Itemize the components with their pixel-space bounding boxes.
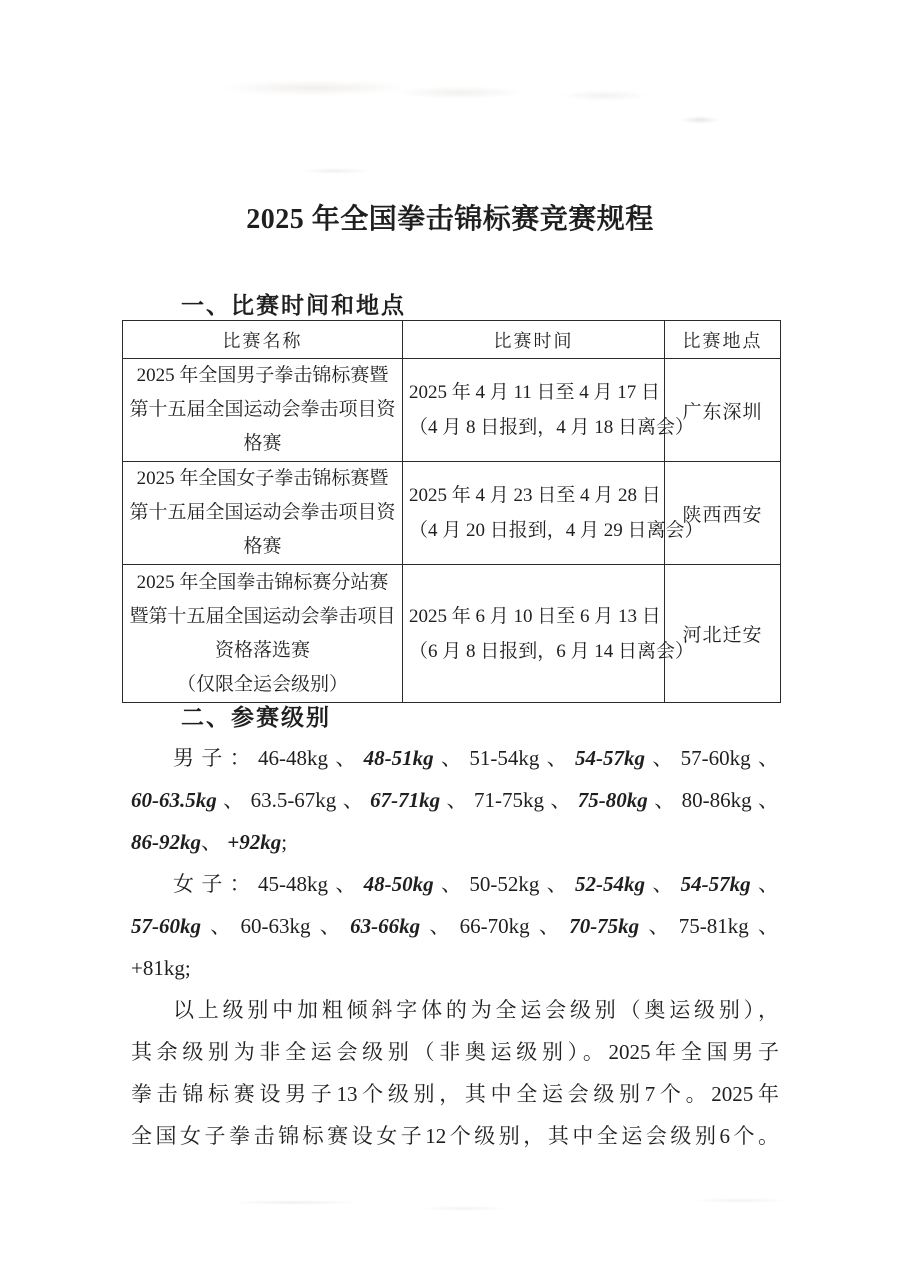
scan-artifact [220,80,410,96]
competition-name: 2025 年全国拳击锦标赛分站赛暨第十五届全国运动会拳击项目资格落选赛 （仅限全运会级别） [123,565,403,703]
table-header-row [123,321,781,359]
table-row [123,359,781,462]
text-segment: 、 [645,872,681,896]
scan-artifact [690,1198,790,1203]
category-line [131,821,779,863]
competition-time [403,565,695,703]
scan-artifact [680,116,720,124]
olympic-weight-class: +92kg [227,830,282,854]
scan-artifact [300,168,370,174]
olympic-weight-class: 70-75kg [569,914,640,938]
text-segment: ; [281,830,288,854]
text-segment: 、50-52kg、 [433,872,575,896]
olympic-weight-class: 60-63.5kg [131,788,217,812]
text-segment: 、57-60kg、 [645,746,779,770]
competition-note: （仅限全运会级别） [176,673,348,695]
competition-name: 2025 年全国男子拳击锦标赛暨第十五届全国运动会拳击项目资格赛 [123,359,403,462]
section-heading-1: 一、比赛时间和地点 [181,293,406,318]
olympic-weight-class: 48-50kg [363,872,434,896]
olympic-weight-class: 54-57kg [575,746,645,770]
text-segment: 、80-86kg、 [647,788,779,812]
text-segment: 、75-81kg、 [639,914,779,938]
olympic-weight-class: 48-51kg [363,746,434,770]
text-segment: 、 [750,872,779,896]
competition-period: 2025 年 4 月 11 日至 4 月 17 日 [409,382,661,403]
table-row [123,565,781,703]
olympic-weight-class: 63-66kg [350,914,421,938]
competition-period: 2025 年 4 月 23 日至 4 月 28 日 [409,485,661,506]
competition-location: 河北迁安 [665,565,781,703]
text-segment: 、60-63kg、 [201,914,351,938]
table-row [123,462,781,565]
col-header-location: 比赛地点 [665,321,781,359]
text-segment: 、 [201,830,228,854]
col-header-name: 比赛名称 [123,321,403,359]
scan-artifact [560,90,650,101]
competition-time [403,462,704,565]
text-segment: +81kg; [131,956,191,980]
note-paragraph [131,989,779,1157]
page-title: 2025 年全国拳击锦标赛竞赛规程 [246,204,654,235]
olympic-weight-class: 67-71kg [370,788,441,812]
competition-location: 陕西西安 [665,462,781,565]
text-segment: 、63.5-67kg、 [216,788,371,812]
olympic-weight-class: 75-80kg [577,788,648,812]
scan-artifact [395,86,525,99]
section-heading-2: 二、参赛级别 [181,705,331,730]
olympic-weight-class: 86-92kg [131,830,201,854]
text-segment: 女子：45-48kg、 [173,872,364,896]
category-line [131,863,779,905]
schedule-table [122,320,781,703]
text-segment: 、71-75kg、 [440,788,578,812]
text-segment: 男子：46-48kg、 [173,746,364,770]
competition-schedule: （6 月 8 日报到，6 月 14 日离会） [409,640,695,662]
note-line: 其余级别为非全运会级别（非奥运级别）。2025年全国男子 [131,1040,779,1064]
text-segment: 、66-70kg、 [420,914,570,938]
col-header-time: 比赛时间 [403,321,665,359]
competition-schedule: （4 月 20 日报到，4 月 29 日离会） [409,520,704,541]
competition-schedule: （4 月 8 日报到，4 月 18 日离会） [409,417,695,438]
olympic-weight-class: 57-60kg [131,914,201,938]
note-line: 全国女子拳击锦标赛设女子12个级别，其中全运会级别6个。 [131,1124,779,1148]
note-line: 以上级别中加粗倾斜字体的为全运会级别（奥运级别）， [173,998,779,1022]
competition-period: 2025 年 6 月 10 日至 6 月 13 日 [409,605,661,627]
olympic-weight-class: 54-57kg [680,872,751,896]
competition-time [403,359,695,462]
scan-artifact [420,1206,510,1211]
competition-location: 广东深圳 [665,359,781,462]
category-line [131,737,779,779]
scan-artifact [230,1200,360,1205]
weight-categories [131,737,779,989]
olympic-weight-class: 52-54kg [575,872,645,896]
note-line: 拳击锦标赛设男子13个级别，其中全运会级别7个。2025年 [131,1082,779,1106]
category-line [131,779,779,821]
category-line [131,947,779,989]
competition-name: 2025 年全国女子拳击锦标赛暨第十五届全国运动会拳击项目资格赛 [123,462,403,565]
text-segment: 、51-54kg、 [433,746,575,770]
category-line [131,905,779,947]
